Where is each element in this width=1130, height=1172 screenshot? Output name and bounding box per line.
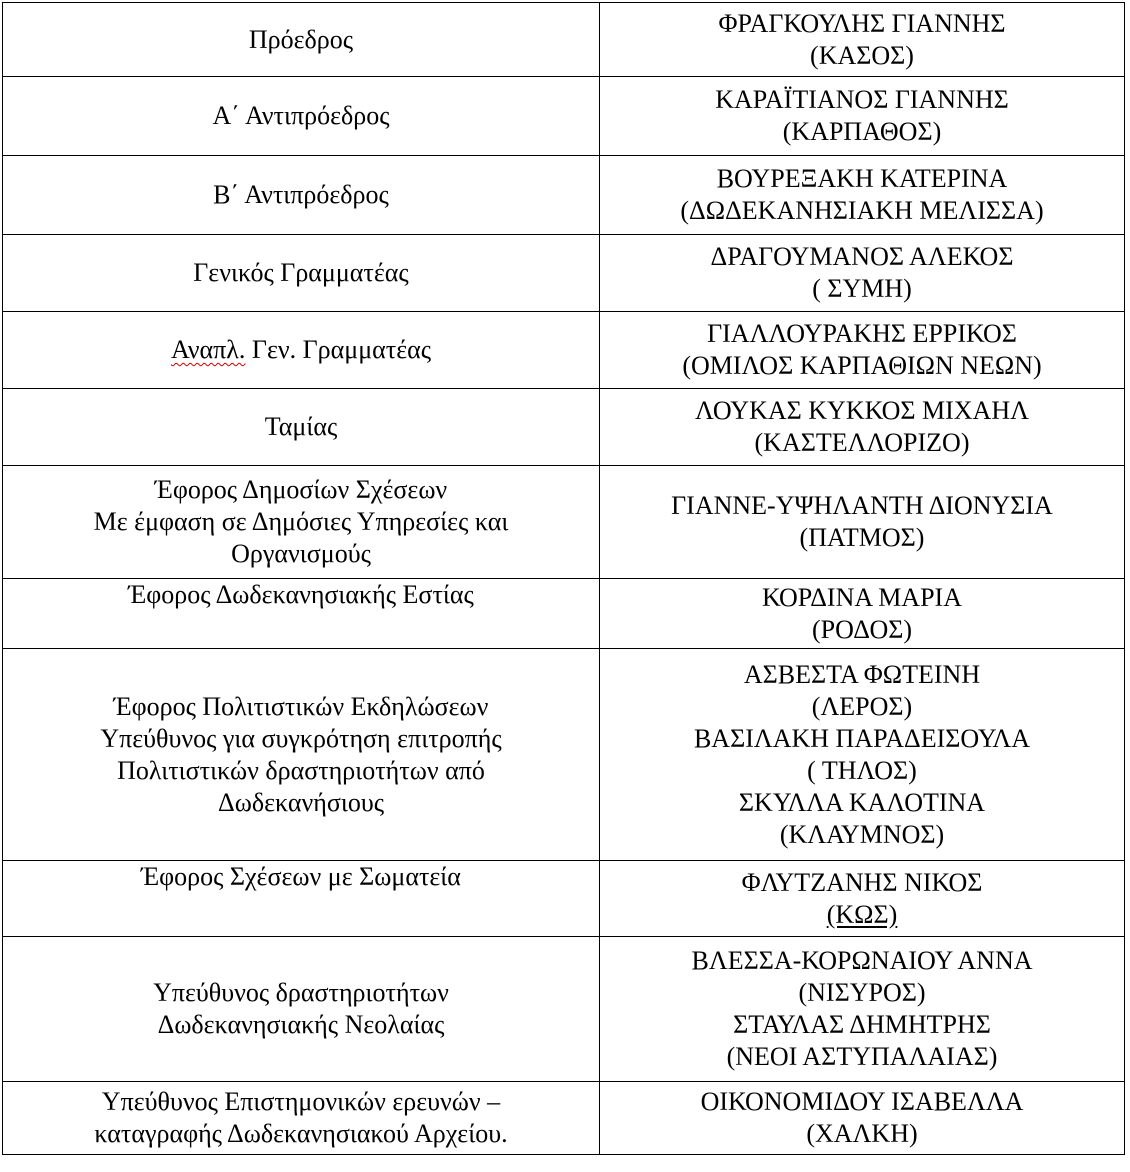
member-cell (600, 77, 1125, 156)
member-cell (600, 235, 1125, 312)
member-name: ΒΟΥΡΕΞΑΚΗ ΚΑΤΕΡΙΝΑ (716, 164, 1008, 193)
member-origin: (ΝΙΣΥΡΟΣ) (798, 978, 926, 1007)
role-text: Έφορος Δημοσίων Σχέσεων (154, 475, 448, 504)
member-name: ΔΡΑΓΟΥΜΑΝΟΣ ΑΛΕΚΟΣ (710, 242, 1014, 271)
member-cell (600, 649, 1125, 861)
role-cell (3, 861, 600, 937)
member-name: ΦΡΑΓΚΟΥΛΗΣ ΓΙΑΝΝΗΣ (718, 8, 1006, 38)
member-origin: (ΝΕΟΙ ΑΣΤΥΠΑΛΑΙΑΣ) (726, 1042, 998, 1071)
role-text (7, 334, 595, 366)
member-origin: ( ΤΗΛΟΣ) (807, 755, 917, 785)
role-cell (3, 649, 600, 861)
role-text: Έφορος Δωδεκανησιακής Εστίας (128, 580, 474, 609)
role-cell (3, 235, 600, 312)
member-name: ΟΙΚΟΝΟΜΙΔΟΥ ΙΣΑΒΕΛΛΑ (700, 1087, 1024, 1116)
member-cell (600, 156, 1125, 235)
member-name: ΒΛΕΣΣΑ-ΚΟΡΩΝΑΙΟΥ ΑΝΝΑ (691, 946, 1033, 975)
role-cell (3, 466, 600, 579)
member-origin: (ΚΩΣ) (826, 899, 898, 929)
member-name: ΓΙΑΝΝΕ-ΥΨΗΛΑΝΤΗ ΔΙΟΝΥΣΙΑ (671, 491, 1053, 520)
member-origin: ( ΣΥΜΗ) (812, 274, 912, 303)
member-origin: (ΚΑΣΤΕΛΛΟΡΙΖΟ) (754, 428, 970, 457)
member-cell (600, 3, 1125, 77)
member-name: ΓΙΑΛΛΟΥΡΑΚΗΣ ΕΡΡΙΚΟΣ (707, 319, 1017, 348)
member-origin: (ΧΑΛΚΗ) (806, 1119, 918, 1148)
member-origin: (ΡΟΔΟΣ) (811, 614, 913, 644)
role-text: Ταμίας (264, 412, 338, 441)
spellcheck-flagged-word: Αναπλ. (170, 335, 246, 364)
member-cell (600, 389, 1125, 466)
member-cell (600, 579, 1125, 649)
table-row (3, 579, 1125, 649)
table-row (3, 77, 1125, 156)
table-row (3, 235, 1125, 312)
role-cell (3, 312, 600, 389)
member-origin: (ΔΩΔΕΚΑΝΗΣΙΑΚΗ ΜΕΛΙΣΣΑ) (680, 196, 1044, 225)
member-name: ΣΚΥΛΛΑ ΚΑΛΟΤΙΝΑ (738, 787, 986, 817)
role-text: Α΄ Αντιπρόεδρος (212, 101, 390, 130)
table-row (3, 937, 1125, 1082)
member-origin: (ΚΑΡΠΑΘΟΣ) (782, 117, 942, 146)
role-cell (3, 579, 600, 649)
role-text: Υπεύθυνος Επιστημονικών ερευνών – (101, 1087, 501, 1116)
member-origin: (ΚΑΣΟΣ) (810, 40, 914, 70)
member-name: ΣΤΑΥΛΑΣ ΔΗΜΗΤΡΗΣ (733, 1010, 991, 1039)
role-text: Πρόεδρος (248, 24, 354, 54)
member-cell (600, 861, 1125, 937)
role-text: Γενικός Γραμματέας (193, 258, 409, 287)
table-row (3, 312, 1125, 389)
table-row (3, 156, 1125, 235)
role-cell (3, 3, 600, 77)
role-text: Υπεύθυνος για συγκρότηση επιτροπής (100, 723, 502, 753)
member-name: ΚΑΡΑΪΤΙΑΝΟΣ ΓΙΑΝΝΗΣ (715, 85, 1009, 114)
member-cell (600, 937, 1125, 1082)
table-row (3, 3, 1125, 77)
member-origin: (ΚΛΑΥΜΝΟΣ) (779, 819, 945, 849)
role-text-rest: Γεν. Γραμματέας (245, 335, 432, 364)
member-cell (600, 466, 1125, 579)
role-text: Έφορος Σχέσεων με Σωματεία (141, 862, 461, 891)
role-text: καταγραφής Δωδεκανησιακού Αρχείου. (94, 1119, 508, 1148)
role-cell (3, 937, 600, 1082)
table-row (3, 861, 1125, 937)
role-text: Υπεύθυνος δραστηριοτήτων (153, 978, 449, 1007)
member-origin: (ΛΕΡΟΣ) (811, 691, 913, 721)
role-text: Β΄ Αντιπρόεδρος (213, 180, 389, 209)
role-text: Οργανισμούς (231, 539, 371, 568)
role-text: Δωδεκανησιακής Νεολαίας (157, 1010, 445, 1039)
role-cell (3, 77, 600, 156)
role-cell (3, 156, 600, 235)
role-text: Με έμφαση σε Δημόσιες Υπηρεσίες και (93, 507, 509, 536)
table-row (3, 1082, 1125, 1155)
table-row (3, 466, 1125, 579)
member-origin: (ΟΜΙΛΟΣ ΚΑΡΠΑΘΙΩΝ ΝΕΩΝ) (682, 351, 1042, 380)
member-name: ΒΑΣΙΛΑΚΗ ΠΑΡΑΔΕΙΣΟΥΛΑ (693, 723, 1031, 753)
member-name: ΚΟΡΔΙΝΑ ΜΑΡΙΑ (762, 582, 962, 612)
table-row (3, 389, 1125, 466)
board-members-table (2, 2, 1125, 1155)
table-row (3, 649, 1125, 861)
member-origin: (ΠΑΤΜΟΣ) (799, 523, 925, 552)
role-text: Πολιτιστικών δραστηριοτήτων από (117, 755, 485, 785)
member-cell (600, 1082, 1125, 1155)
role-cell (3, 389, 600, 466)
member-name: ΦΛΥΤΖΑΝΗΣ ΝΙΚΟΣ (741, 867, 983, 897)
role-text: Έφορος Πολιτιστικών Εκδηλώσεων (113, 691, 489, 721)
member-name: ΑΣΒΕΣΤΑ ΦΩΤΕΙΝΗ (743, 659, 981, 689)
role-cell (3, 1082, 600, 1155)
member-name: ΛΟΥΚΑΣ ΚΥΚΚΟΣ ΜΙΧΑΗΛ (695, 396, 1029, 425)
member-cell (600, 312, 1125, 389)
role-text: Δωδεκανήσιους (217, 787, 385, 817)
